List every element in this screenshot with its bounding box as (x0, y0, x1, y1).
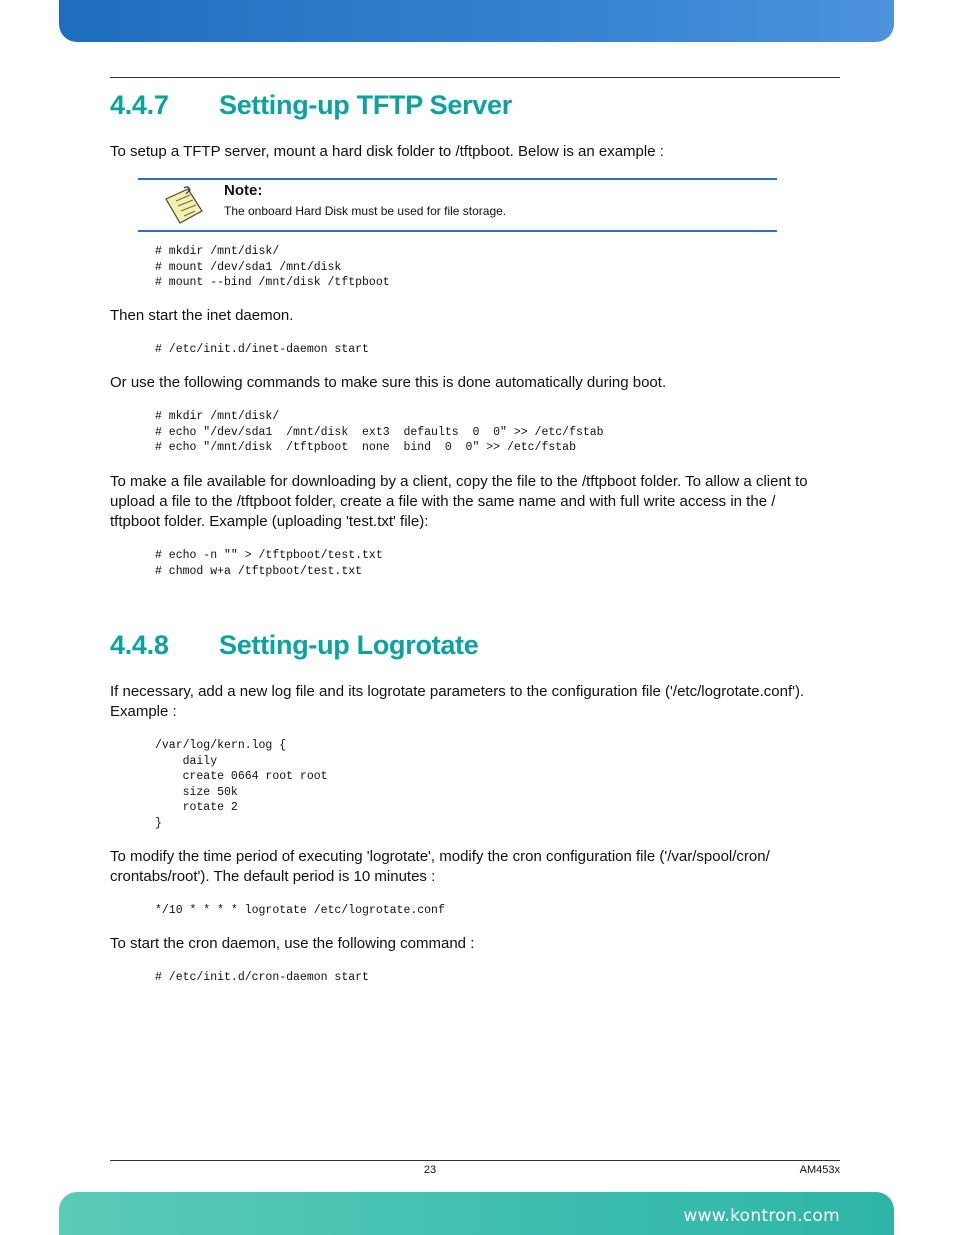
download-line-3: tftpboot folder. Example (uploading 'test.txt' file): (110, 513, 429, 530)
section-number: 4.4.7 (110, 90, 169, 120)
website-link[interactable]: www.kontron.com (683, 1206, 840, 1226)
cron-line-2: crontabs/root'). The default period is 10 minutes : (110, 868, 436, 885)
code-logrotate-config: /var/log/kern.log { daily create 0664 root root size 50k rotate 2 } (155, 739, 328, 830)
code-cron-start: # /etc/init.d/cron-daemon start (155, 971, 369, 984)
boot-paragraph: Or use the following commands to make sure this is done automatically during boot. (110, 374, 667, 391)
header-banner (59, 0, 894, 42)
code-upload: # echo -n "" > /tftpboot/test.txt # chmod w+a /tftpboot/test.txt (155, 549, 383, 578)
code-inet-start: # /etc/init.d/inet-daemon start (155, 343, 369, 356)
note-paper-icon (162, 185, 206, 227)
cron-start-paragraph: To start the cron daemon, use the following command : (110, 935, 475, 952)
code-fstab: # mkdir /mnt/disk/ # echo "/dev/sda1 /mnt/disk ext3 defaults 0 0" >> /etc/fstab # echo "/mnt/disk /tftpboot none bind 0 0" >> /etc/fstab (155, 410, 604, 454)
inet-paragraph: Then start the inet daemon. (110, 307, 294, 324)
cron-line-1: To modify the time period of executing 'logrotate', modify the cron configuration file ('/var/spool/cron/ (110, 848, 770, 865)
section-number: 4.4.8 (110, 630, 169, 660)
footer-banner (59, 1192, 894, 1235)
logrotate-line-1: If necessary, add a new log file and its logrotate parameters to the configuration file ('/etc/logrotate.conf'). (110, 683, 805, 700)
code-crontab: */10 * * * * logrotate /etc/logrotate.conf (155, 904, 445, 917)
section-title: Setting-up Logrotate (219, 630, 479, 660)
download-line-2: upload a file to the /tftpboot folder, create a file with the same name and with full write access in the / (110, 493, 776, 510)
document-name: AM453x (799, 1164, 840, 1176)
logrotate-line-2: Example : (110, 703, 177, 720)
note-title: Note: (224, 182, 263, 199)
footer-rule (110, 1160, 840, 1161)
cron-paragraph (110, 847, 842, 887)
logrotate-paragraph (110, 682, 842, 722)
section-heading-logrotate (110, 630, 478, 661)
download-paragraph (110, 472, 842, 532)
note-text: The onboard Hard Disk must be used for file storage. (224, 204, 507, 218)
tftp-intro: To setup a TFTP server, mount a hard disk folder to /tftpboot. Below is an example : (110, 143, 664, 160)
section-heading-tftp (110, 90, 512, 121)
section-title: Setting-up TFTP Server (219, 90, 512, 120)
page-number: 23 (423, 1164, 437, 1176)
download-line-1: To make a file available for downloading by a client, copy the file to the /tftpboot folder. To allow a client to (110, 473, 808, 490)
header-rule (110, 77, 840, 78)
note-box (138, 178, 777, 232)
code-mount: # mkdir /mnt/disk/ # mount /dev/sda1 /mnt/disk # mount --bind /mnt/disk /tftpboot (155, 245, 390, 289)
